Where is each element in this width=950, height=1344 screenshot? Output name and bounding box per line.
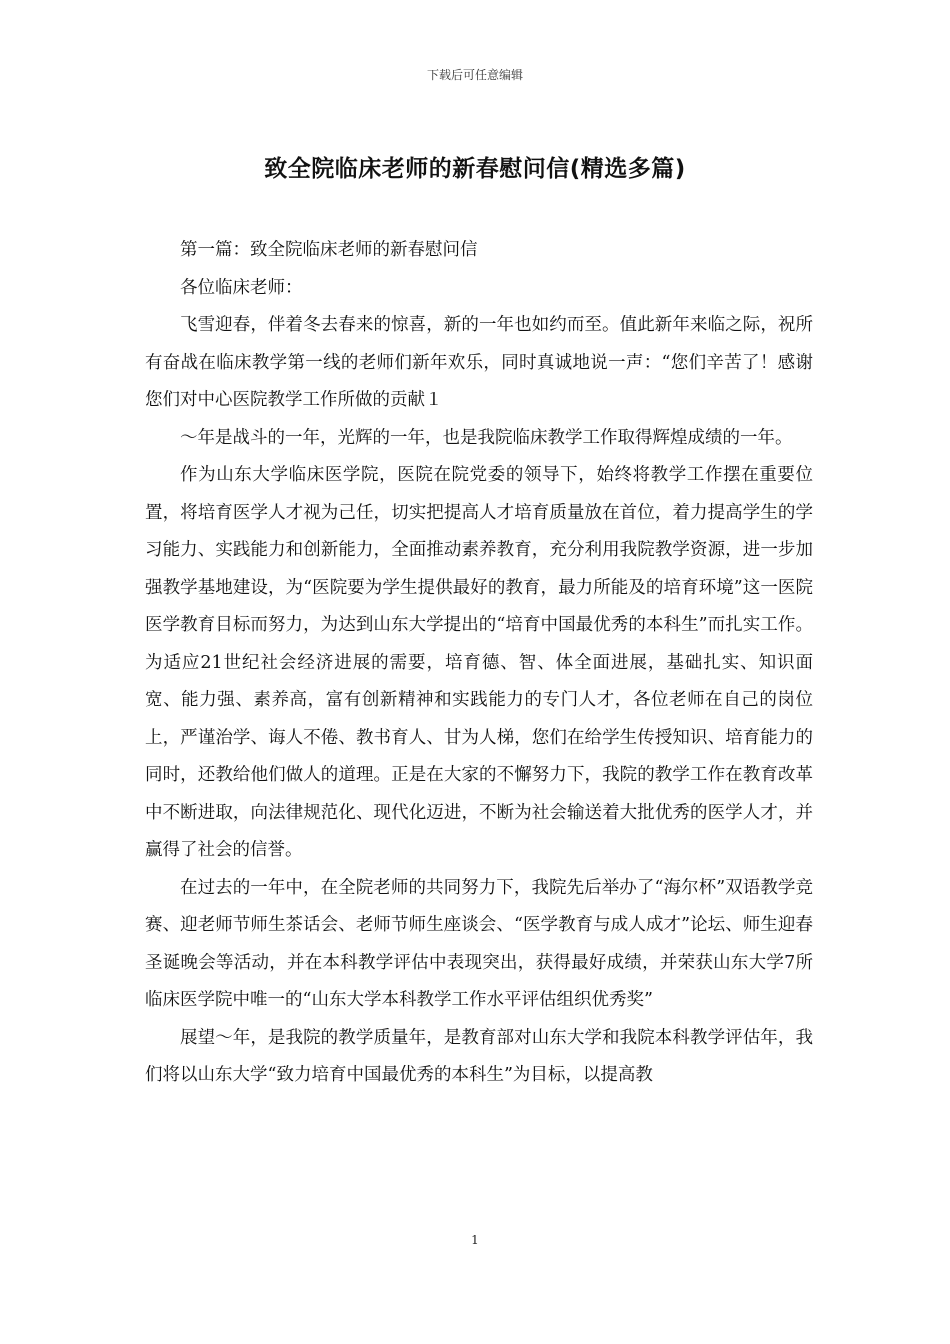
paragraph: 在过去的一年中，在全院老师的共同努力下，我院先后举办了“海尔杯”双语教学竞赛、迎老师节师生茶话会、老师节师生座谈会、“医学教育与成人成才”论坛、师生迎春圣诞晚会等活动，并在本科教学评估中表现突出，获得最好成绩，并荣获山东大学7所临床医学院中唯一的“山东大学本科教学工作水平评估组织优秀奖”	[145, 877, 813, 1010]
paragraph: 飞雪迎春，伴着冬去春来的惊喜，新的一年也如约而至。值此新年来临之际，祝所有奋战在临床教学第一线的老师们新年欢乐，同时真诚地说一声：“您们辛苦了！感谢您们对中心医院教学工作所做的贡献１	[145, 315, 813, 410]
document-title: 致全院临床老师的新春慰问信(精选多篇)	[264, 156, 686, 182]
section-heading: 第一篇：致全院临床老师的新春慰问信	[180, 240, 478, 260]
paragraph: 作为山东大学临床医学院，医院在院党委的领导下，始终将教学工作摆在重要位置，将培育医学人才视为己任，切实把提高人才培育质量放在首位，着力提高学生的学习能力、实践能力和创新能力，全面推动素养教育，充分利用我院教学资源，进一步加强教学基地建设，为“医院要为学生提供最好的教育，最力所能及的培育环境”这一医院医学教育目标而努力，为达到山东大学提出的“培育中国最优秀的本科生”而扎实工作。为适应21世纪社会经济进展的需要，培育德、智、体全面进展，基础扎实、知识面宽、能力强、素养高，富有创新精神和实践能力的专门人才，各位老师在自己的岗位上，严谨治学、诲人不倦、教书育人、甘为人梯，您们在给学生传授知识、培育能力的同时，还教给他们做人的道理。正是在大家的不懈努力下，我院的教学工作在教育改革中不断进取，向法律规范化、现代化迈进，不断为社会输送着大批优秀的医学人才，并赢得了社会的信誉。	[145, 465, 813, 860]
paragraph: 展望～年，是我院的教学质量年，是教育部对山东大学和我院本科教学评估年，我们将以山东大学“致力培育中国最优秀的本科生”为目标，以提高教	[145, 1027, 813, 1085]
document-body	[145, 232, 813, 1095]
page-header: 下载后可任意编辑	[426, 68, 523, 82]
paragraph: ～年是战斗的一年，光辉的一年，也是我院临床教学工作取得辉煌成绩的一年。	[180, 427, 793, 448]
page-number: 1	[471, 1233, 479, 1247]
salutation: 各位临床老师：	[180, 277, 303, 298]
